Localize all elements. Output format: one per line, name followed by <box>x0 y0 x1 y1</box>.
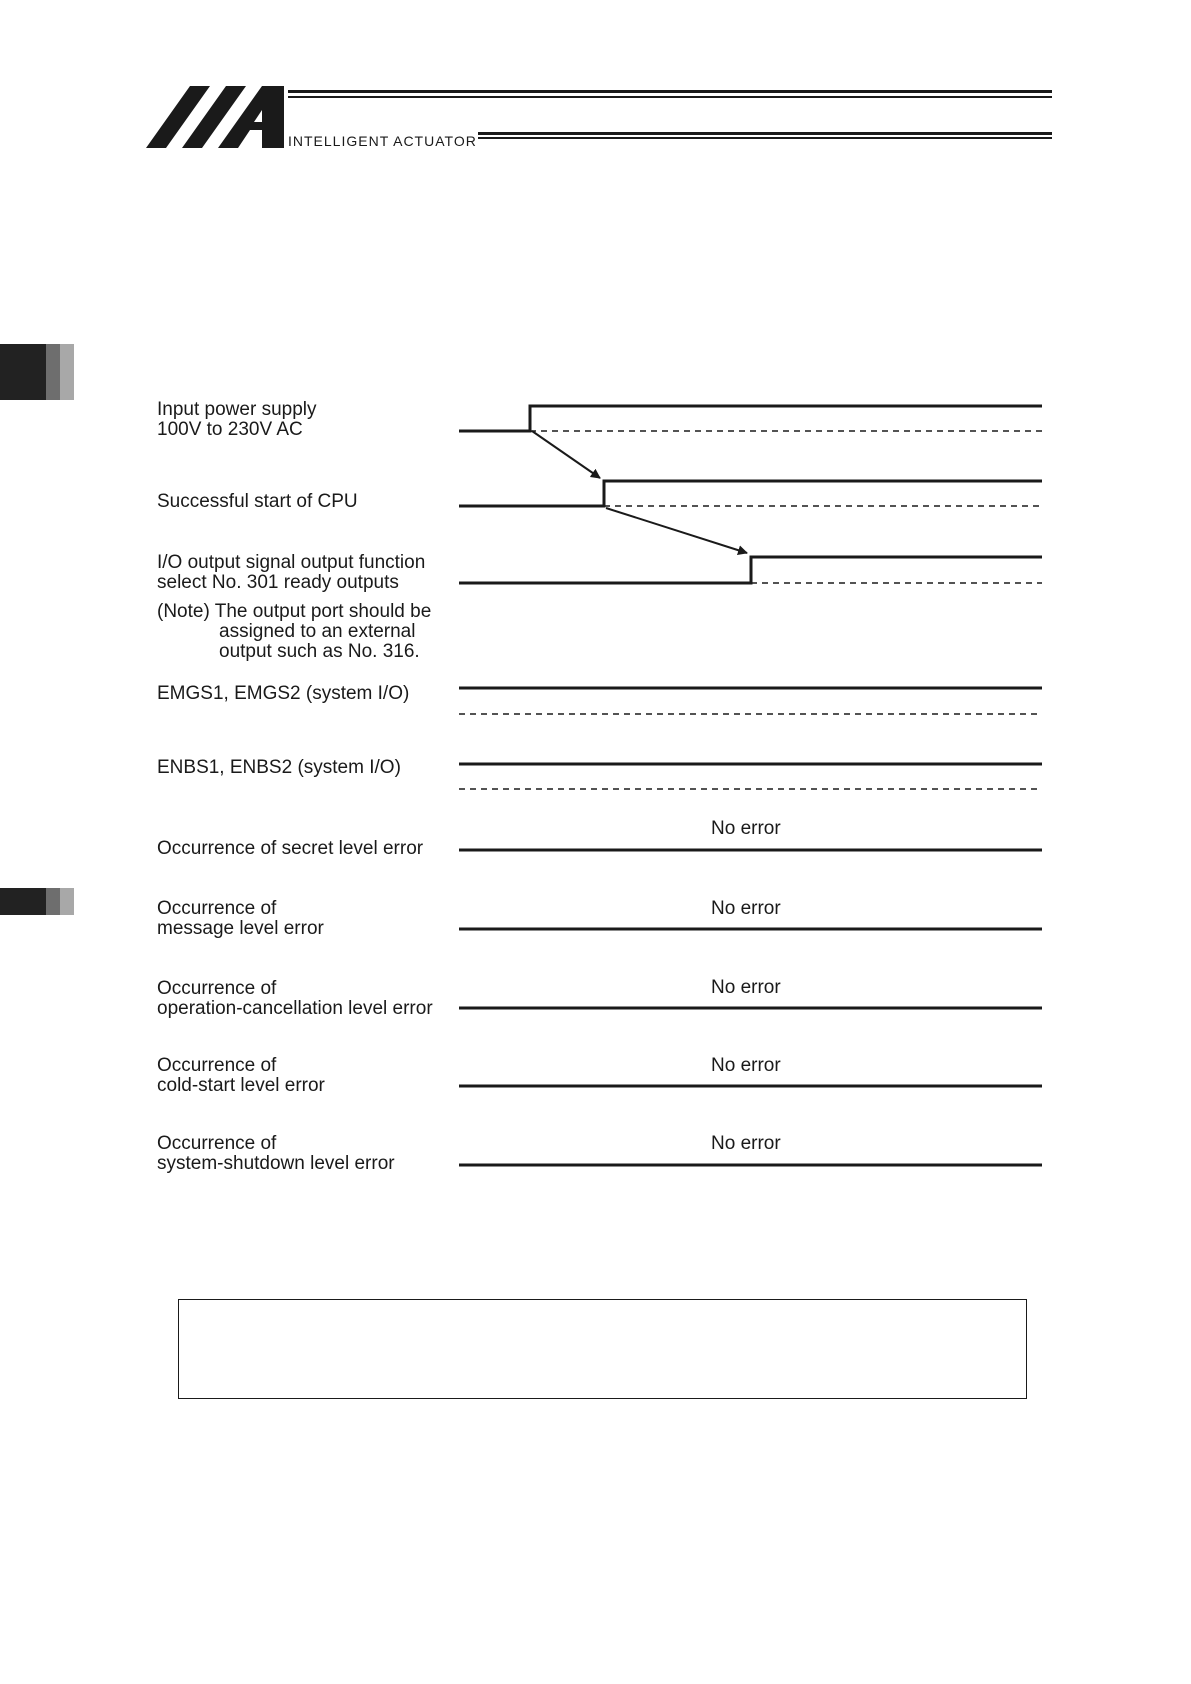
signal-label-shutdown-error: Occurrence of system-shutdown level error <box>157 1133 395 1174</box>
signal-label-ready-output: I/O output signal output function select No. 301 ready outputs <box>157 552 426 593</box>
ready-waveform <box>459 557 1042 583</box>
secret-error-state: No error <box>711 818 781 839</box>
shutdown-error-state: No error <box>711 1133 781 1154</box>
coldstart-error-state: No error <box>711 1055 781 1076</box>
cpu-to-ready-arrow <box>606 508 747 553</box>
signal-label-opcancel-error: Occurrence of operation-cancellation level error <box>157 978 433 1019</box>
signal-label-power: Input power supply 100V to 230V AC <box>157 399 317 440</box>
signal-label-emgs: EMGS1, EMGS2 (system I/O) <box>157 683 410 704</box>
power-waveform <box>459 406 1042 431</box>
cpu-waveform <box>459 481 1042 506</box>
note-box <box>178 1299 1027 1399</box>
signal-label-cpu-start: Successful start of CPU <box>157 491 358 512</box>
signal-label-secret-error: Occurrence of secret level error <box>157 838 424 859</box>
note-text: (Note) The output port should be assigned to an external output such as No. 316. <box>157 601 432 662</box>
power-to-cpu-arrow <box>532 431 600 478</box>
signal-label-coldstart-error: Occurrence of cold-start level error <box>157 1055 325 1096</box>
message-error-state: No error <box>711 898 781 919</box>
signal-label-enbs: ENBS1, ENBS2 (system I/O) <box>157 757 401 778</box>
opcancel-error-state: No error <box>711 977 781 998</box>
signal-label-message-error: Occurrence of message level error <box>157 898 324 939</box>
brand-name: INTELLIGENT ACTUATOR <box>288 133 477 149</box>
